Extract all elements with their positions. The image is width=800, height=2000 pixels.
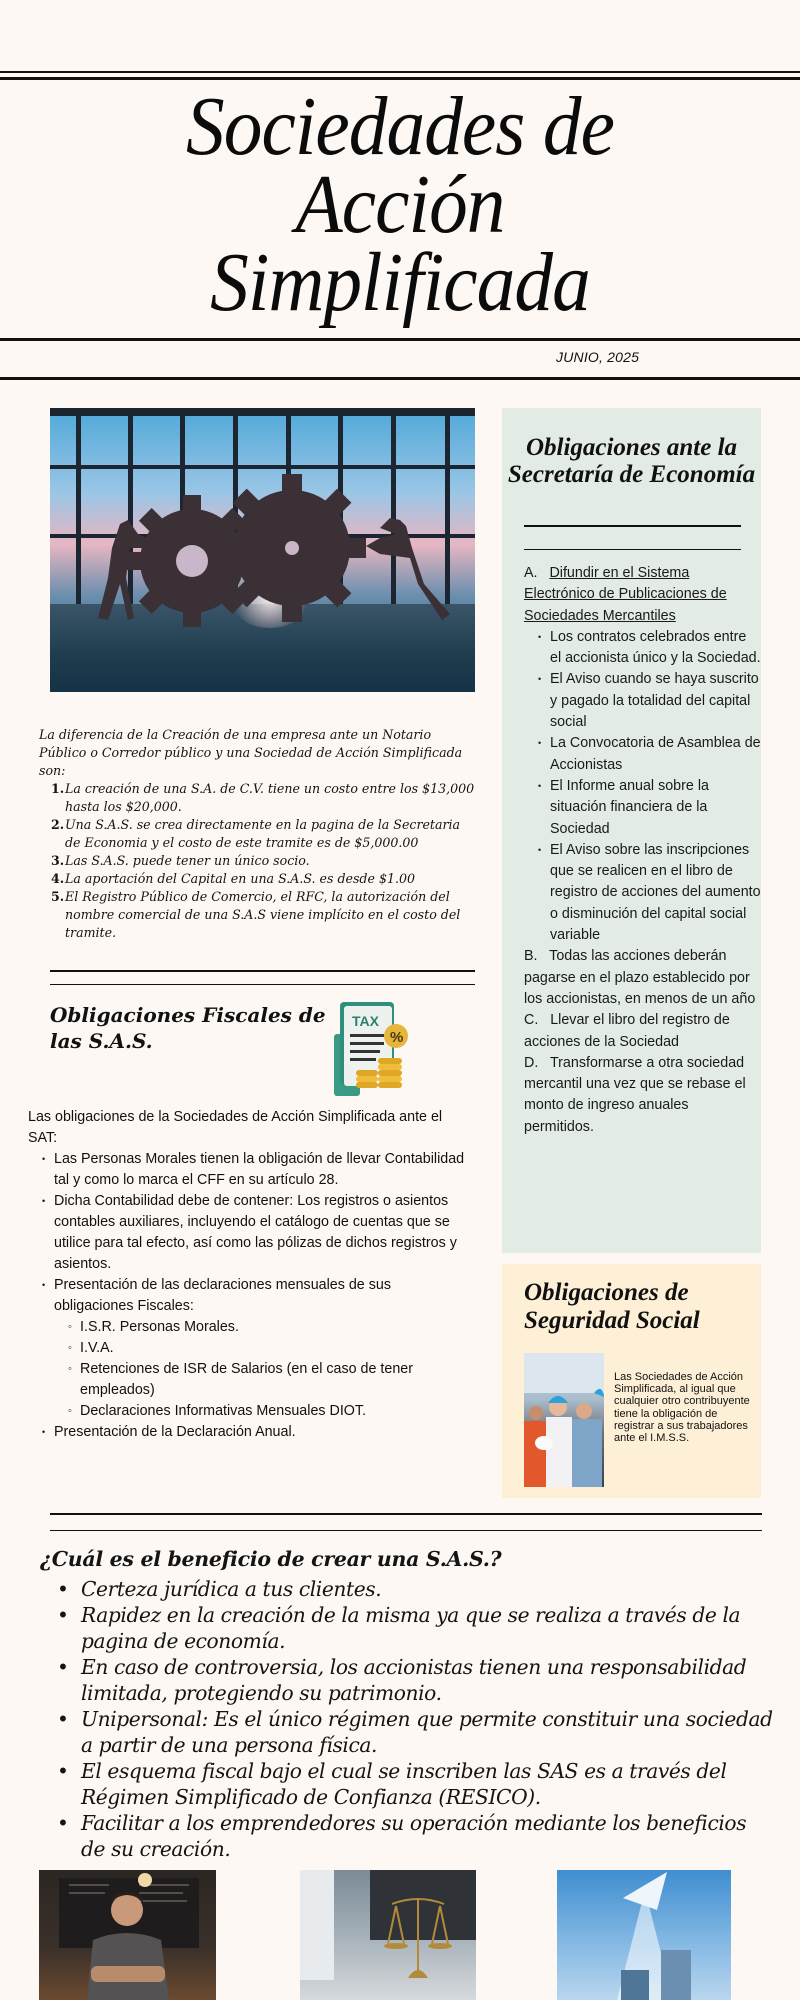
fiscal-obligations: [28, 1107, 468, 1443]
intro-item: 2. Una S.A.S. se crea directamente en la pagina de la Secretaria de Economia y el costo de este tramite es de $5,000.00: [51, 817, 461, 850]
intro-rule-thick: [50, 970, 475, 972]
benefit-item: • Certeza jurídica a tus clientes.: [55, 1576, 775, 1602]
economia-subitem: • La Convocatoria de Asamblea de Accionistas: [538, 733, 761, 776]
intro-section: [39, 726, 479, 942]
economia-item-c: C. Llevar el libro del registro de acciones de la Sociedad: [524, 1012, 734, 1050]
intro-rule-thin: [50, 984, 475, 985]
entrepreneur-illustration-icon: [39, 1870, 216, 2000]
intro-item: 3. Las S.A.S. puede tener un único socio.: [51, 853, 310, 868]
benefits-list: [55, 1576, 775, 1862]
title-bottom-rule: [0, 338, 800, 341]
justice-scale-photo: [300, 1870, 476, 2000]
fiscal-subitem: ◦ Retenciones de ISR de Salarios (en el caso de tener empleados): [70, 1359, 468, 1401]
skyscraper-arrow-photo: [557, 1870, 731, 2000]
fiscal-lead: Las obligaciones de la Sociedades de Acción Simplificada ante el SAT:: [28, 1109, 443, 1146]
fiscal-item: • Presentación de las declaraciones mensuales de sus obligaciones Fiscales: ◦ I.S.R. Personas Morales. ◦ I.V.A. ◦ Retenciones de ISR de Salarios (en el caso de tener empleados) ◦ Declaraciones Informativas Mensuales DIOT.: [44, 1275, 468, 1422]
fiscal-subitem: ◦ I.V.A.: [70, 1338, 468, 1359]
intro-lead: La diferencia de la Creación de una empresa ante un Notario Público o Corredor público y una Sociedad de Acción Simplificada son:: [39, 727, 463, 778]
economia-body: [524, 563, 761, 1138]
benefit-item: • Unipersonal: Es el único régimen que permite constituir una sociedad a partir de una persona física.: [55, 1706, 775, 1758]
benefit-item: • Rapidez en la creación de la misma ya que se realiza a través de la pagina de economía.: [55, 1602, 775, 1654]
intro-item: 5. El Registro Público de Comercio, el RFC, la autorización del nombre comercial de una S.A.S viene implícito en el costo del tramite.: [51, 889, 461, 940]
fiscal-list: [44, 1149, 468, 1443]
entrepreneur-photo: [39, 1870, 216, 2000]
title-line-2: Acción: [295, 158, 505, 251]
benefit-item: • Facilitar a los emprendedores su operación mediante los beneficios de su creación.: [55, 1810, 775, 1862]
economia-sublist: [538, 627, 761, 946]
economia-item-d: D. Transformarse a otra sociedad mercantil una vez que se rebase el monto de ingreso anuales permitidos.: [524, 1054, 750, 1135]
tax-document-icon: [332, 996, 408, 1098]
date-bottom-rule: [0, 377, 800, 380]
workers-illustration-icon: [524, 1353, 604, 1487]
economia-rule-thin: [524, 549, 741, 550]
benefit-item: • En caso de controversia, los accionistas tienen una responsabilidad limitada, protegiendo su patrimonio.: [55, 1654, 775, 1706]
intro-item: 4. La aportación del Capital en una S.A.S. es desde $1.00: [51, 871, 416, 886]
seguridad-social-panel: [502, 1264, 761, 1498]
svg-text:%: %: [390, 1029, 404, 1046]
workers-photo: [524, 1353, 604, 1487]
intro-list: [51, 780, 479, 942]
top-rule-thin: [0, 71, 800, 73]
seguridad-title: Obligaciones de Seguridad Social: [524, 1279, 700, 1334]
fiscal-item: • Las Personas Morales tienen la obligación de llevar Contabilidad tal y como lo marca el CFF en su artículo 28.: [44, 1149, 468, 1191]
title-line-3: Simplificada: [210, 236, 590, 329]
title-line-1: Sociedades de: [186, 80, 614, 173]
issue-date: JUNIO, 2025: [556, 349, 640, 365]
economia-item-b: B. Todas las acciones deberán pagarse en el plazo establecido por los accionistas, en menos de un año: [524, 948, 756, 1007]
economia-subitem: • El Informe anual sobre la situación financiera de la Sociedad: [538, 776, 761, 840]
benefit-item: • El esquema fiscal bajo el cual se inscriben las SAS es a través del Régimen Simplificado de Confianza (RESICO).: [55, 1758, 775, 1810]
economia-subitem: • Los contratos celebrados entre el accionista único y la Sociedad.: [538, 627, 761, 670]
intro-item: 1. La creación de una S.A. de C.V. tiene un costo entre los $13,000 hasta los $20,000.: [51, 781, 475, 814]
page-title: [32, 80, 768, 329]
fiscal-subitem: ◦ Declaraciones Informativas Mensuales DIOT.: [70, 1401, 468, 1422]
economia-subitem: • El Aviso cuando se haya suscrito y pagado la totalidad del capital social: [538, 669, 761, 733]
benefits-rule-thick: [50, 1513, 762, 1515]
fiscal-heading: Obligaciones Fiscales de las S.A.S.: [50, 1003, 326, 1053]
economia-item-a: A. Difundir en el Sistema Electrónico de Publicaciones de Sociedades Mercantiles: [524, 565, 727, 624]
economia-link-sistema[interactable]: Difundir en el Sistema Electrónico de Publicaciones de Sociedades Mercantiles: [524, 565, 727, 624]
economia-subitem: • El Aviso sobre las inscripciones que se realicen en el libro de registro de acciones del aumento o disminución del capital social variable: [538, 840, 761, 946]
gears-silhouette-icon: [50, 408, 475, 692]
svg-text:TAX: TAX: [352, 1013, 379, 1029]
seguridad-text: Las Sociedades de Acción Simplificada, al igual que cualquier otro contribuyente tiene la obligación de registrar a sus trabajadores ante el I.M.S.S.: [614, 1371, 750, 1445]
fiscal-item: • Presentación de la Declaración Anual.: [44, 1422, 468, 1443]
benefits-question: ¿Cuál es el beneficio de crear una S.A.S.?: [40, 1547, 502, 1571]
hero-gears-image: [50, 408, 475, 692]
economia-panel: [502, 408, 761, 1253]
fiscal-sublist: [70, 1317, 468, 1422]
fiscal-item: • Dicha Contabilidad debe de contener: Los registros o asientos contables auxiliares, incluyendo el catálogo de cuentas que se utilice para tal efecto, así como las pólizas de dichos registros y asientos.: [44, 1191, 468, 1275]
fiscal-subitem: ◦ I.S.R. Personas Morales.: [70, 1317, 468, 1338]
economia-rule-thick: [524, 525, 741, 527]
justice-scale-icon: [300, 1870, 476, 2000]
economia-title: Obligaciones ante la Secretaría de Economía: [507, 434, 756, 488]
growth-arrow-icon: [557, 1870, 731, 2000]
benefits-rule-thin: [50, 1530, 762, 1531]
